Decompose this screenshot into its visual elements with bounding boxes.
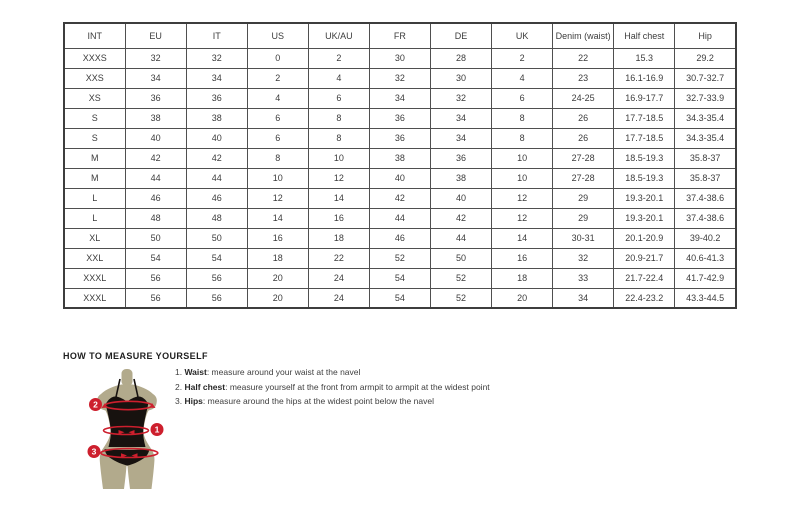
- size-cell: 36: [369, 128, 430, 148]
- size-cell: 40: [430, 188, 491, 208]
- size-cell: 12: [308, 168, 369, 188]
- table-body: [64, 48, 736, 308]
- size-cell: 30-31: [553, 228, 614, 248]
- badge-chest: [89, 398, 102, 411]
- size-cell: 54: [369, 268, 430, 288]
- size-cell: 2: [308, 48, 369, 68]
- size-cell: XXXL: [64, 288, 125, 308]
- size-cell: 52: [430, 268, 491, 288]
- size-cell: XXXS: [64, 48, 125, 68]
- size-cell: 8: [492, 128, 553, 148]
- svg-text:2: 2: [93, 399, 98, 410]
- step-label: Waist: [184, 367, 207, 377]
- table-row: [64, 48, 736, 68]
- size-cell: 24-25: [553, 88, 614, 108]
- size-cell: 23: [553, 68, 614, 88]
- size-cell: 40: [125, 128, 186, 148]
- size-cell: 30: [369, 48, 430, 68]
- size-cell: 0: [247, 48, 308, 68]
- size-cell: 24: [308, 288, 369, 308]
- size-cell: 8: [492, 108, 553, 128]
- column-header: Half chest: [614, 23, 675, 48]
- badge-hips: [88, 445, 101, 458]
- size-cell: 22: [553, 48, 614, 68]
- size-cell: 48: [186, 208, 247, 228]
- step-text: : measure around your waist at the navel: [206, 367, 361, 377]
- size-cell: 36: [430, 148, 491, 168]
- size-cell: 35.8-37: [675, 148, 736, 168]
- size-cell: 34: [430, 128, 491, 148]
- table-row: [64, 208, 736, 228]
- size-cell: 6: [308, 88, 369, 108]
- size-cell: 6: [492, 88, 553, 108]
- size-cell: 12: [492, 188, 553, 208]
- size-cell: 34: [186, 68, 247, 88]
- size-cell: 38: [125, 108, 186, 128]
- size-cell: L: [64, 188, 125, 208]
- table-head: [64, 23, 736, 48]
- size-cell: 26: [553, 108, 614, 128]
- size-cell: 20: [247, 288, 308, 308]
- size-cell: 37.4-38.6: [675, 188, 736, 208]
- size-cell: 42: [430, 208, 491, 228]
- size-cell: 44: [430, 228, 491, 248]
- table-row: [64, 68, 736, 88]
- size-cell: 50: [186, 228, 247, 248]
- size-chart-table: [63, 22, 737, 309]
- size-cell: 8: [308, 108, 369, 128]
- step-label: Hips: [184, 396, 203, 407]
- size-cell: 32: [125, 48, 186, 68]
- table-row: [64, 288, 736, 308]
- column-header: UK: [492, 23, 553, 48]
- size-cell: 16.9-17.7: [614, 88, 675, 108]
- size-cell: 20: [492, 288, 553, 308]
- size-cell: 16: [308, 208, 369, 228]
- size-cell: 34.3-35.4: [675, 128, 736, 148]
- size-cell: 16: [247, 228, 308, 248]
- size-cell: 52: [369, 248, 430, 268]
- column-header: EU: [125, 23, 186, 48]
- svg-text:3: 3: [91, 446, 97, 457]
- size-cell: 26: [553, 128, 614, 148]
- table-row: [64, 168, 736, 188]
- size-cell: 46: [186, 188, 247, 208]
- size-cell: 50: [125, 228, 186, 248]
- size-cell: 21.7-22.4: [614, 268, 675, 288]
- step-number: 2.: [175, 381, 183, 392]
- badge-waist: [151, 423, 164, 436]
- column-header: FR: [369, 23, 430, 48]
- size-cell: 12: [492, 208, 553, 228]
- size-cell: 14: [492, 228, 553, 248]
- size-cell: 6: [247, 108, 308, 128]
- size-cell: 43.3-44.5: [675, 288, 736, 308]
- how-to-measure-heading: HOW TO MEASURE YOURSELF: [63, 351, 208, 361]
- column-header: UK/AU: [308, 23, 369, 48]
- size-cell: 12: [247, 188, 308, 208]
- size-cell: 44: [369, 208, 430, 228]
- size-cell: 15.3: [614, 48, 675, 68]
- size-cell: 19.3-20.1: [614, 188, 675, 208]
- size-cell: 39-40.2: [675, 228, 736, 248]
- size-cell: 56: [125, 288, 186, 308]
- size-cell: 10: [247, 168, 308, 188]
- size-cell: 16.1-16.9: [614, 68, 675, 88]
- size-cell: 22.4-23.2: [614, 288, 675, 308]
- size-cell: 33: [553, 268, 614, 288]
- size-cell: L: [64, 208, 125, 228]
- measure-step-waist: [175, 368, 490, 377]
- size-cell: 34.3-35.4: [675, 108, 736, 128]
- size-cell: 44: [125, 168, 186, 188]
- size-cell: 38: [369, 148, 430, 168]
- step-text: : measure around the hips at the widest point below the navel: [202, 396, 434, 407]
- size-cell: 4: [308, 68, 369, 88]
- size-cell: 18: [492, 268, 553, 288]
- size-cell: 36: [186, 88, 247, 108]
- size-cell: M: [64, 168, 125, 188]
- size-cell: 54: [369, 288, 430, 308]
- size-cell: 18: [308, 228, 369, 248]
- column-header: Hip: [675, 23, 736, 48]
- size-cell: 14: [308, 188, 369, 208]
- size-cell: 14: [247, 208, 308, 228]
- table-row: [64, 228, 736, 248]
- size-cell: 40: [186, 128, 247, 148]
- column-header: Denim (waist): [553, 23, 614, 48]
- size-cell: 52: [430, 288, 491, 308]
- measurement-figure: [84, 367, 168, 491]
- table-row: [64, 268, 736, 288]
- swimsuit-top: [106, 396, 148, 447]
- size-cell: XXL: [64, 248, 125, 268]
- size-cell: 29: [553, 208, 614, 228]
- size-cell: XL: [64, 228, 125, 248]
- size-cell: 56: [186, 268, 247, 288]
- size-cell: XXXL: [64, 268, 125, 288]
- size-cell: 32.7-33.9: [675, 88, 736, 108]
- size-cell: S: [64, 108, 125, 128]
- size-cell: 32: [369, 68, 430, 88]
- size-cell: 30.7-32.7: [675, 68, 736, 88]
- column-header: US: [247, 23, 308, 48]
- size-cell: 20: [247, 268, 308, 288]
- mannequin-illustration: [84, 367, 168, 491]
- step-label: Half chest: [184, 381, 226, 392]
- size-cell: 54: [125, 248, 186, 268]
- size-cell: 20.9-21.7: [614, 248, 675, 268]
- size-cell: 19.3-20.1: [614, 208, 675, 228]
- size-cell: 10: [492, 168, 553, 188]
- size-cell: 18: [247, 248, 308, 268]
- size-cell: 32: [553, 248, 614, 268]
- size-cell: 40.6-41.3: [675, 248, 736, 268]
- size-cell: 50: [430, 248, 491, 268]
- size-cell: 28: [430, 48, 491, 68]
- size-cell: 27-28: [553, 148, 614, 168]
- size-cell: 17.7-18.5: [614, 128, 675, 148]
- size-cell: 34: [553, 288, 614, 308]
- size-cell: 46: [125, 188, 186, 208]
- column-header: IT: [186, 23, 247, 48]
- size-cell: 24: [308, 268, 369, 288]
- table-row: [64, 128, 736, 148]
- size-cell: 18.5-19.3: [614, 148, 675, 168]
- size-cell: XS: [64, 88, 125, 108]
- size-cell: 36: [369, 108, 430, 128]
- size-cell: 41.7-42.9: [675, 268, 736, 288]
- size-cell: 30: [430, 68, 491, 88]
- size-cell: 29.2: [675, 48, 736, 68]
- size-cell: 38: [186, 108, 247, 128]
- size-cell: S: [64, 128, 125, 148]
- size-cell: 46: [369, 228, 430, 248]
- size-cell: 34: [430, 108, 491, 128]
- size-cell: 54: [186, 248, 247, 268]
- size-cell: 35.8-37: [675, 168, 736, 188]
- size-cell: 27-28: [553, 168, 614, 188]
- size-cell: 38: [430, 168, 491, 188]
- size-cell: 56: [186, 288, 247, 308]
- size-cell: 17.7-18.5: [614, 108, 675, 128]
- size-cell: M: [64, 148, 125, 168]
- size-cell: 32: [186, 48, 247, 68]
- size-cell: 8: [308, 128, 369, 148]
- table-row: [64, 148, 736, 168]
- size-cell: 42: [125, 148, 186, 168]
- size-cell: 20.1-20.9: [614, 228, 675, 248]
- step-number: 3.: [175, 396, 183, 407]
- table-row: [64, 108, 736, 128]
- size-cell: 22: [308, 248, 369, 268]
- svg-text:1: 1: [154, 424, 160, 435]
- size-cell: 4: [492, 68, 553, 88]
- size-cell: 2: [492, 48, 553, 68]
- header-row: [64, 23, 736, 48]
- size-cell: 2: [247, 68, 308, 88]
- column-header: DE: [430, 23, 491, 48]
- size-cell: 44: [186, 168, 247, 188]
- size-cell: 56: [125, 268, 186, 288]
- measure-steps: [175, 368, 490, 412]
- size-cell: 4: [247, 88, 308, 108]
- size-cell: 34: [369, 88, 430, 108]
- size-cell: XXS: [64, 68, 125, 88]
- table-row: [64, 248, 736, 268]
- size-cell: 36: [125, 88, 186, 108]
- column-header: INT: [64, 23, 125, 48]
- size-cell: 10: [492, 148, 553, 168]
- size-cell: 6: [247, 128, 308, 148]
- step-number: 1.: [175, 367, 183, 377]
- size-cell: 42: [369, 188, 430, 208]
- step-text: : measure yourself at the front from armpit to armpit at the widest point: [225, 381, 490, 392]
- size-cell: 16: [492, 248, 553, 268]
- measure-step-hips: [175, 397, 490, 406]
- size-cell: 42: [186, 148, 247, 168]
- size-cell: 8: [247, 148, 308, 168]
- size-cell: 18.5-19.3: [614, 168, 675, 188]
- mannequin-neck: [122, 369, 133, 386]
- size-cell: 29: [553, 188, 614, 208]
- size-cell: 10: [308, 148, 369, 168]
- measure-step-half-chest: [175, 383, 490, 392]
- table-row: [64, 88, 736, 108]
- size-cell: 40: [369, 168, 430, 188]
- size-cell: 32: [430, 88, 491, 108]
- size-cell: 34: [125, 68, 186, 88]
- size-cell: 37.4-38.6: [675, 208, 736, 228]
- size-cell: 48: [125, 208, 186, 228]
- table-row: [64, 188, 736, 208]
